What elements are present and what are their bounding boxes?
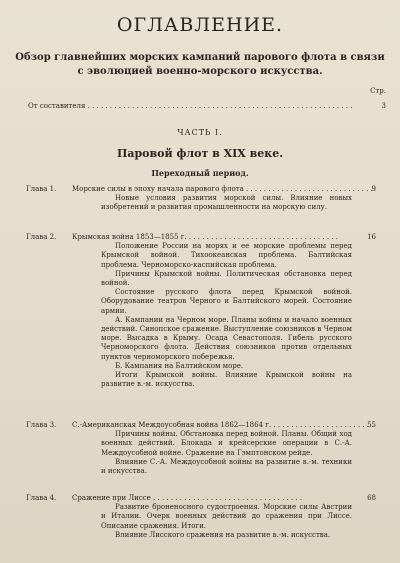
chapter-summary: Влияние Лисского сражения на развитие в.-м. искусства. (115, 530, 331, 539)
chapter-page-number: 68 (367, 494, 376, 502)
chapter-page-number: 16 (367, 233, 376, 241)
part-heading: ЧАСТЬ I. (177, 128, 223, 137)
chapter-summary: Развитие броненосного судостроения. Морские силы Австрии и Италии. Очерк военных действий до сражения при Лиссе. Описание сражения. Итоги. (101, 503, 352, 530)
chapter-summary: Причины войны. Обстановка перед войной. Планы. Общий ход военных действий. Блокада и крейсерские операции в С.-А. Междоусобной войне. Сражение на Гэмптонском рейде. (101, 430, 352, 457)
chapter-summary: Состояние русского флота перед Крымской войной. Оборудование театров Черного и Балтийского морей. Состояние армии. (101, 288, 352, 315)
entry-label: От составителя (28, 102, 86, 110)
chapter-title: Крымская война 1853—1855 г. . . . (72, 233, 376, 242)
toc-chapter (26, 185, 376, 213)
chapter-title: Сражение при Лиссе . . . (72, 494, 376, 503)
chapter-summary: Влияние С.-А. Междоусобной войны на развитие в.-м. техники и искусства. (101, 457, 352, 476)
toc-chapter (26, 421, 376, 476)
chapter-summary: А. Кампании на Черном море. Планы войны и начало военных действий. Синопское сражение. Выступление союзников в Черном море. Высадка в Крыму. Осада Севастополя. Гибель русского Черноморского флота. Действия союзников против отдельных пунктов черноморского побережья. (101, 315, 352, 361)
part-title: Паровой флот в XIX веке. (116, 147, 284, 160)
book-subtitle: Обзор главнейших морских кампаний парового флота в связи с эволюцией военно-морского искусства. (15, 52, 385, 77)
chapter-page-number: 55 (367, 421, 376, 429)
chapter-summary: Причины Крымской войны. Политическая обстановка перед войной. (101, 269, 352, 288)
chapter-summary: Новые условия развития морской силы. Влияние новых изобретений и развития промышленности на морскую силу. (101, 194, 352, 212)
chapter-label: Глава 2. (26, 233, 57, 241)
entry-page-number: 3 (381, 102, 386, 110)
toc-entry-preface (28, 102, 372, 110)
chapter-label: Глава 4. (26, 494, 57, 502)
chapter-summary: Б. Кампания на Балтийском море. (115, 361, 244, 370)
chapter-title: Морские силы в эпоху начала парового флота . . . (72, 185, 376, 194)
chapter-title: С.-Американская Междоусобная война 1862—1864 г. . . . (72, 421, 376, 430)
page-column-label: Стр. (370, 87, 386, 95)
chapter-summary: Положение России на морях и ее морские проблемы перед Крымской войной. Тихоокеанская проблема. Балтийская проблема. Черноморско-каспийская проблема. (101, 242, 352, 269)
period-heading: Переходный период. (151, 168, 249, 178)
dot-leader: . . . . . . . . . . . . . . . . . . . . . . . . . . . . . . . . . . . . . . . . . . . . . . . . . . . . . . . . . . . . (87, 102, 353, 110)
chapter-summary: Итоги Крымской войны. Влияние Крымской войны на развитие в.-м. искусства. (101, 371, 352, 389)
chapter-label: Глава 3. (26, 421, 57, 429)
chapter-label: Глава 1. (26, 185, 57, 193)
page-title: ОГЛАВЛЕНИЕ. (116, 14, 284, 36)
toc-chapter (26, 233, 376, 389)
chapter-page-number: 9 (371, 185, 376, 193)
toc-chapter (26, 494, 376, 540)
